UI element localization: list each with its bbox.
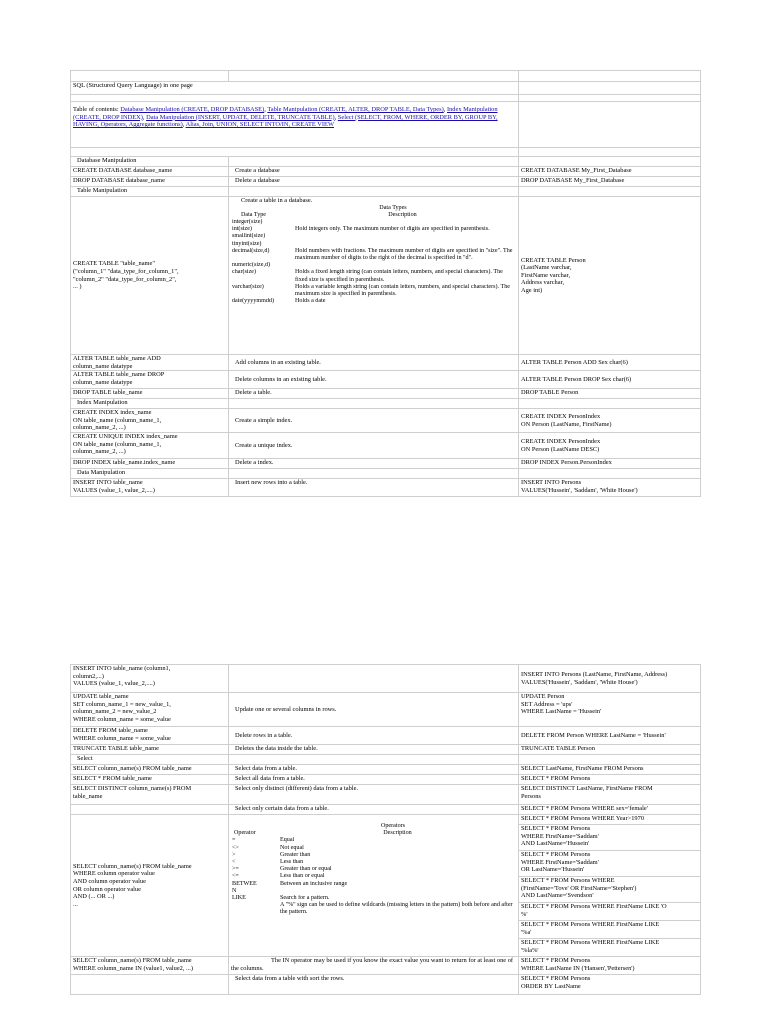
operator-row <box>231 866 516 873</box>
table-row <box>71 765 701 775</box>
operator-description: Equal <box>280 837 295 844</box>
toc-link-table[interactable]: Table Manipulation (CREATE, ALTER, DROP TABLE, Data Types) <box>267 106 444 113</box>
description-cell: Select only distinct (different) data from a table. <box>229 785 519 805</box>
datatype-description <box>289 219 516 226</box>
syntax-cell: CREATE INDEX index_name ON table_name (column_name_1, column_name_2, ...) <box>71 409 229 433</box>
example-cell: SELECT LastName, FirstName FROM Persons <box>519 765 701 775</box>
description-cell: Delete rows in a table. <box>229 727 519 745</box>
operator-description: Less than or equal <box>280 873 325 880</box>
operator-description: Less than <box>280 859 304 866</box>
datatypes-table <box>231 205 516 306</box>
table-row <box>71 197 701 355</box>
operator-description: Greater than <box>280 851 311 858</box>
datatype-description <box>289 233 516 240</box>
description-cell <box>229 665 519 693</box>
datatype-name: integer(size) <box>232 219 263 225</box>
operator-row <box>231 837 516 844</box>
example-cell: CREATE INDEX PersonIndex ON Person (LastName DESC) <box>519 433 701 459</box>
operator-symbol: = <box>232 837 236 844</box>
table-of-contents: Table of contents: Database Manipulation (CREATE, DROP DATABASE), Table Manipulation (CREATE, ALTER, DROP TABLE, Data Types), Index Manipulation (CREATE, DROP INDEX), Data Manipulation (INSERT, UPDATE, DELETE, TRUNCATE TABLE), Select (SELECT, FROM, WHERE, ORDER BY, GROUP BY, HAVING, Operators, Aggregate functions), Alias, Join, UNION, SELECT INTO/IN, CREATE VIEW <box>71 102 519 148</box>
syntax-cell: SELECT column_name(s) FROM table_name <box>71 765 229 775</box>
datatype-row <box>231 226 516 233</box>
description-cell: Create a unique index. <box>229 433 519 459</box>
section-select: Select <box>71 755 229 765</box>
syntax-cell: UPDATE table_name SET column_name_1 = new_value_1, column_name_2 = new_value_2 WHERE column_name = some_value <box>71 693 229 727</box>
example-cell: ALTER TABLE Person ADD Sex char(6) <box>519 355 701 371</box>
operator-row <box>231 859 516 866</box>
table-row <box>71 775 701 785</box>
example-cell: ALTER TABLE Person DROP Sex char(6) <box>519 371 701 389</box>
example-cell: DROP INDEX Person.PersonIndex <box>519 459 701 469</box>
operator-row <box>231 881 516 895</box>
operator-row <box>231 845 516 852</box>
table-row <box>71 167 701 177</box>
datatype-description: Holds a fixed length string (can contain letters, numbers, and special characters). The fixed size is specified in parenthesis. <box>295 269 503 283</box>
section-index-manipulation: Index Manipulation <box>71 399 229 409</box>
description-cell: Delete columns in an existing table. <box>229 371 519 389</box>
syntax-cell: DROP DATABASE database_name <box>71 177 229 187</box>
where-example-2: SELECT * FROM Persons WHERE FirstName='Saddam' AND LastName='Hussein' <box>519 825 701 851</box>
where-example-5: SELECT * FROM Persons WHERE FirstName LIKE 'O %' <box>519 903 701 921</box>
syntax-cell: ALTER TABLE table_name DROP column_name datatype <box>71 371 229 389</box>
description-cell: Select data from a table. <box>229 765 519 775</box>
table-row <box>71 805 701 815</box>
operator-symbol: <= <box>232 873 239 880</box>
example-cell: DROP DATABASE My_First_Database <box>519 177 701 187</box>
example-cell: SELECT DISTINCT LastName, FirstName FROM Persons <box>519 785 701 805</box>
table-row <box>71 459 701 469</box>
datatype-name: varchar(size) <box>232 283 264 290</box>
description-cell: Insert new rows into a table. <box>229 479 519 497</box>
datatype-description <box>289 241 516 248</box>
where-example-3: SELECT * FROM Persons WHERE FirstName='Saddam' OR LastName='Hussein' <box>519 851 701 877</box>
table-row <box>71 727 701 745</box>
toc-intro: Table of contents: <box>73 106 121 113</box>
operator-description: Between an inclusive range <box>280 880 348 887</box>
table-row <box>71 745 701 755</box>
table-row <box>71 177 701 187</box>
operator-description: Search for a pattern. A "%" sign can be used to define wildcards (missing letters in the pattern) both before and after the pattern. <box>280 895 513 916</box>
syntax-cell: CREATE DATABASE database_name <box>71 167 229 177</box>
table-row <box>71 389 701 399</box>
table-row <box>71 975 701 995</box>
datatype-row <box>231 298 516 305</box>
table-row <box>71 479 701 497</box>
syntax-cell: INSERT INTO table_name VALUES (value_1, value_2,....) <box>71 479 229 497</box>
table-row <box>71 433 701 459</box>
section-database-manipulation: Database Manipulation <box>71 157 229 167</box>
datatype-name: date(yyyymmdd) <box>232 298 274 305</box>
syntax-cell: DELETE FROM table_name WHERE column_name = some_value <box>71 727 229 745</box>
example-cell: SELECT * FROM Persons ORDER BY LastName <box>519 975 701 995</box>
syntax-cell: SELECT column_name(s) FROM table_name WHERE column_name IN (value1, value2, ...) <box>71 957 229 975</box>
operators-col-desc: Description <box>383 830 412 837</box>
datatype-name: numeric(size,d) <box>232 262 271 269</box>
datatype-row <box>231 233 516 240</box>
table-row <box>71 957 701 975</box>
table-row <box>71 815 701 825</box>
toc-link-alias[interactable]: Alias, Join, UNION, SELECT INTO/IN, CREATE VIEW <box>185 121 334 129</box>
where-example-7: SELECT * FROM Persons WHERE FirstName LIKE '%la%' <box>519 939 701 957</box>
syntax-cell: SELECT DISTINCT column_name(s) FROM table_name <box>71 785 229 805</box>
table-row <box>71 693 701 727</box>
datatype-description: Hold numbers with fractions. The maximum number of digits are specified in "size". The maximum number of digits to the right of the decimal is specified in "d". <box>295 247 513 262</box>
operator-description: Not equal <box>280 844 304 851</box>
description-cell: Select only certain data from a table. <box>229 805 519 815</box>
example-cell: DELETE FROM Person WHERE LastName = 'Hussein' <box>519 727 701 745</box>
syntax-cell: ALTER TABLE table_name ADD column_name datatype <box>71 355 229 371</box>
section-data-manipulation: Data Manipulation <box>71 469 229 479</box>
syntax-cell: TRUNCATE TABLE table_name <box>71 745 229 755</box>
example-cell: DROP TABLE Person <box>519 389 701 399</box>
syntax-cell: CREATE UNIQUE INDEX index_name ON table_name (column_name_1, column_name_2, ...) <box>71 433 229 459</box>
example-cell: SELECT * FROM Persons WHERE LastName IN ('Hansen','Pettersen') <box>519 957 701 975</box>
description-cell: Select data from a table with sort the rows. <box>229 975 519 995</box>
datatype-name: smallint(size) <box>232 233 266 240</box>
section-table-manipulation: Table Manipulation <box>71 187 229 197</box>
toc-link-database[interactable]: Database Manipulation (CREATE, DROP DATABASE) <box>120 106 265 113</box>
operator-row <box>231 895 516 917</box>
operator-row <box>231 873 516 880</box>
operator-row <box>231 852 516 859</box>
datatypes-title: Data Types <box>379 204 407 211</box>
description-cell <box>229 197 519 355</box>
toc-link-select[interactable]: Select (SELECT, FROM, WHERE, ORDER BY, GROUP BY, HAVING, Operators, Aggregate functions) <box>73 113 498 129</box>
syntax-cell: SELECT column_name(s) FROM table_name WHERE column operator value AND column operator value OR column operator value AND (... OR ...) ... <box>71 815 229 957</box>
description-cell: Create a simple index. <box>229 409 519 433</box>
operators-title: Operators <box>380 823 406 829</box>
description-cell: Add columns in an existing table. <box>229 355 519 371</box>
datatype-row <box>231 248 516 262</box>
sheet-page-1 <box>70 70 700 497</box>
create-table-desc: Create a table in a database. <box>241 197 313 204</box>
datatype-description: Holds a variable length string (can contain letters, numbers, and special characters). The maximum size is specified in parenthesis. <box>295 283 510 298</box>
where-example-4: SELECT * FROM Persons WHERE (FirstName='Tove' OR FirstName='Stephen') AND LastName='Svendson' <box>519 877 701 903</box>
table-row <box>71 371 701 389</box>
operators-table <box>231 815 516 917</box>
example-cell: UPDATE Person SET Address = 'ups' WHERE LastName = 'Hussein' <box>519 693 701 727</box>
operator-description: Greater than or equal <box>280 866 332 873</box>
description-cell: Delete a database <box>229 177 519 187</box>
example-cell: CREATE DATABASE My_First_Database <box>519 167 701 177</box>
datatype-description: Hold integers only. The maximum number of digits are specified in parenthesis. <box>295 226 490 233</box>
operator-symbol: >= <box>232 866 239 873</box>
toc-link-index[interactable]: Index Manipulation (CREATE, DROP INDEX) <box>73 106 498 121</box>
table-row <box>71 355 701 371</box>
sql-reference-table-2 <box>70 664 701 995</box>
syntax-cell: SELECT * FROM table_name <box>71 775 229 785</box>
datatype-row <box>231 269 516 283</box>
description-cell: Update one or several columns in rows. <box>229 693 519 727</box>
operators-cell <box>229 815 519 957</box>
operator-symbol: LIKE <box>232 895 246 902</box>
syntax-cell: DROP TABLE table_name <box>71 389 229 399</box>
example-cell: CREATE TABLE Person (LastName varchar, FirstName varchar, Address varchar, Age int) <box>519 197 701 355</box>
operator-symbol: <> <box>232 844 239 851</box>
description-cell: The IN operator may be used if you know the exact value you want to return for at least one of the columns. <box>229 957 519 975</box>
example-cell: TRUNCATE TABLE Person <box>519 745 701 755</box>
syntax-cell: INSERT INTO table_name (column1, column2,...) VALUES (value_1, value_2,....) <box>71 665 229 693</box>
syntax-cell: CREATE TABLE "table_name" ("column_1" "data_type_for_column_1", "column_2" "data_type_for_column_2", ... ) <box>71 197 229 355</box>
datatype-name: int(size) <box>232 226 252 233</box>
table-row <box>71 665 701 693</box>
description-cell: Deletes the data inside the table. <box>229 745 519 755</box>
example-cell: INSERT INTO Persons (LastName, FirstName, Address) VALUES('Hussein', 'Saddam', 'White House') <box>519 665 701 693</box>
example-cell: CREATE INDEX PersonIndex ON Person (LastName, FirstName) <box>519 409 701 433</box>
operator-symbol: BETWEE N <box>232 880 257 894</box>
operator-symbol: < <box>232 859 236 866</box>
syntax-cell: DROP INDEX table_name.index_name <box>71 459 229 469</box>
where-example-0: SELECT * FROM Persons WHERE sex='female' <box>519 805 701 815</box>
datatype-row <box>231 284 516 298</box>
datatype-name: char(size) <box>232 269 257 276</box>
datatype-name: decimal(size,d) <box>232 247 270 254</box>
datatype-row <box>231 241 516 248</box>
toc-link-data[interactable]: Data Manipulation (INSERT, UPDATE, DELETE, TRUNCATE TABLE) <box>146 113 335 121</box>
where-example-6: SELECT * FROM Persons WHERE FirstName LIKE '%a' <box>519 921 701 939</box>
operators-col-op: Operator <box>234 830 256 837</box>
example-cell: INSERT INTO Persons VALUES('Hussein', 'Saddam', 'White House') <box>519 479 701 497</box>
datatypes-col-desc: Description <box>388 211 417 218</box>
operator-symbol: > <box>232 851 236 858</box>
datatype-row <box>231 262 516 269</box>
example-cell: SELECT * FROM Persons <box>519 775 701 785</box>
sheet-page-2 <box>70 664 700 995</box>
table-row <box>71 409 701 433</box>
sql-reference-table-1 <box>70 70 701 497</box>
page-title: SQL (Structured Query Language) in one page <box>71 82 519 95</box>
datatype-description: Holds a date <box>295 298 326 305</box>
description-cell: Delete a table. <box>229 389 519 399</box>
datatype-name: tinyint(size) <box>232 240 262 247</box>
description-cell: Select all data from a table. <box>229 775 519 785</box>
datatype-row <box>231 219 516 226</box>
table-row <box>71 785 701 805</box>
datatypes-col-type: Data Type <box>241 211 267 218</box>
description-cell: Create a database <box>229 167 519 177</box>
where-example-1: SELECT * FROM Persons WHERE Year>1970 <box>519 815 701 825</box>
datatype-description <box>289 262 516 269</box>
description-cell: Delete a index. <box>229 459 519 469</box>
